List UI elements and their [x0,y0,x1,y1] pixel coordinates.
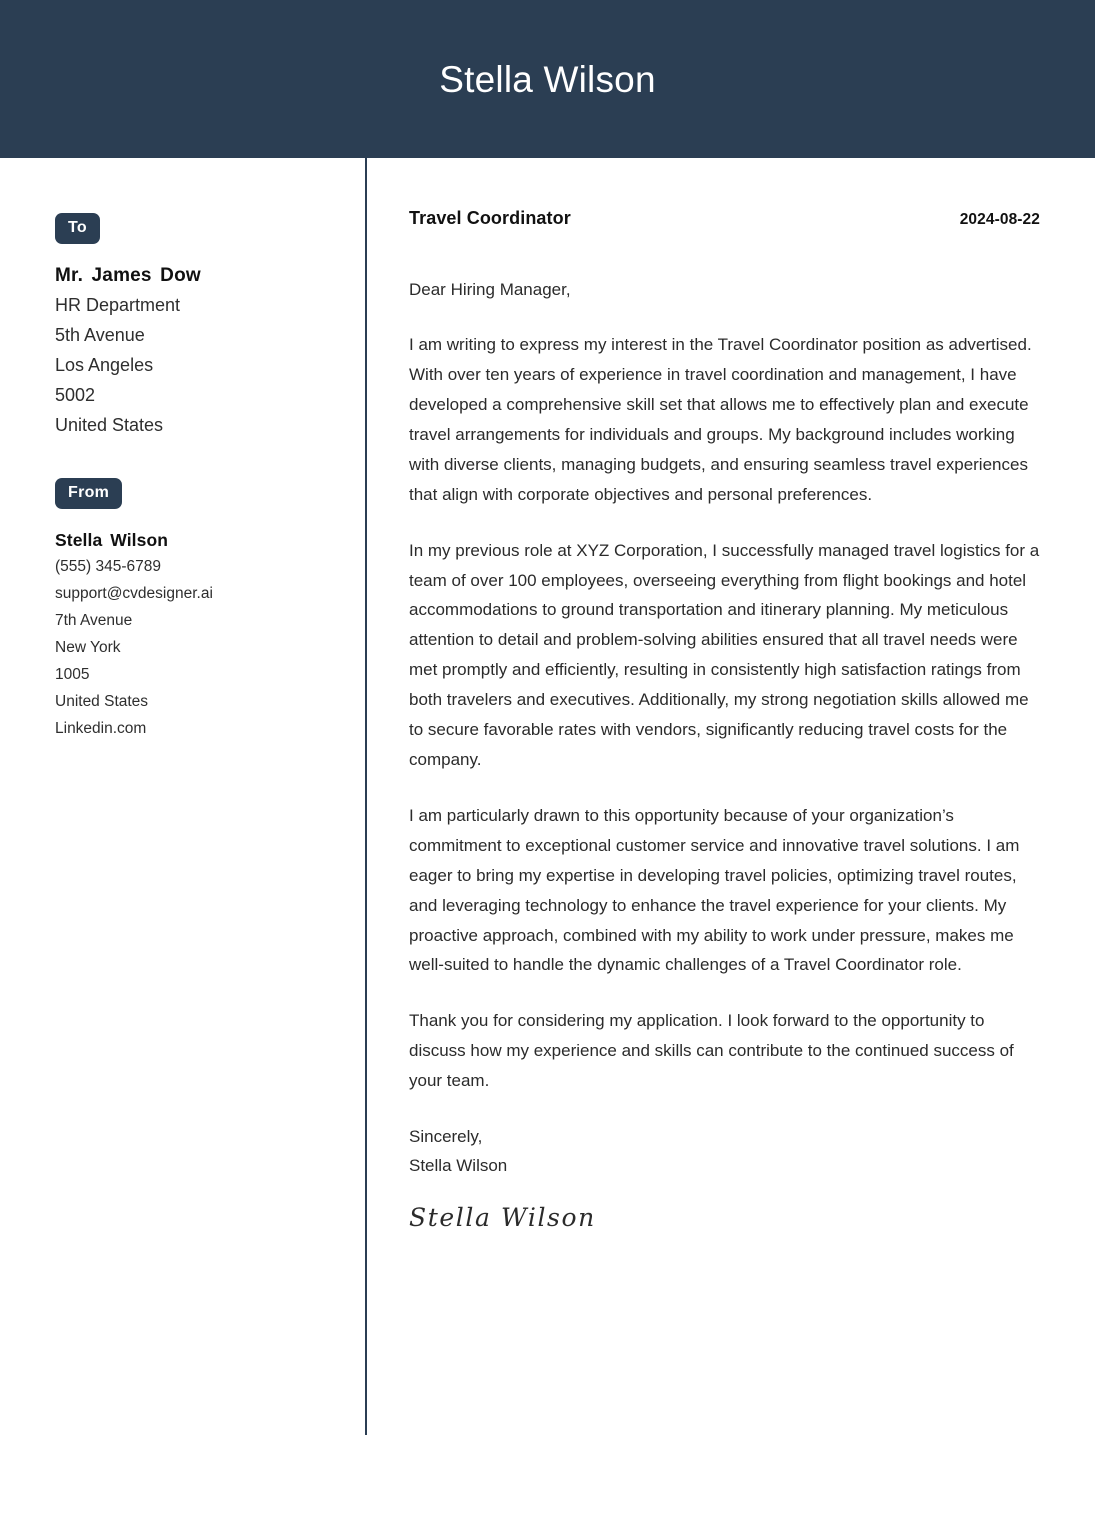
sender-phone: (555) 345-6789 [55,558,161,576]
recipient-line: United States [55,414,164,435]
document-body [0,158,1095,1536]
sender-line: 1005 [55,666,90,684]
contact-sidebar [0,158,365,743]
letter-paragraph: I am writing to express my interest in the Travel Coordinator position as advertised. With over ten years of experience in travel coordination and management, I have developed a comprehensive skill set that allows me to effectively plan and execute travel arrangements for individuals and groups. My background includes working with diverse clients, managing budgets, and ensuring seamless travel experiences that align with corporate objectives and personal preferences. [409,335,1032,504]
recipient-line: 5th Avenue [55,324,145,345]
sender-address-block [55,526,365,743]
sender-line: New York [55,639,121,657]
to-badge: To [55,213,100,244]
recipient-name: Mr. James Dow [55,265,201,286]
recipient-line: HR Department [55,295,181,316]
document-header-band [0,0,1095,158]
closing-block [409,1122,1040,1180]
sender-line: 7th Avenue [55,612,133,630]
job-title: Travel Coordinator [409,208,571,228]
closing-name: Stella Wilson [409,1156,508,1176]
recipient-line: Los Angeles [55,354,154,375]
signature: Stella Wilson [409,1202,596,1232]
recipient-section [55,213,365,440]
sender-name: Stella Wilson [55,530,169,551]
from-badge: From [55,478,122,509]
letter-header-row [409,208,1040,229]
letter-date: 2024-08-22 [959,211,1040,228]
recipient-line: 5002 [55,384,96,405]
sender-line: United States [55,693,149,711]
sender-section [55,478,365,743]
closing-salutation: Sincerely, [409,1127,483,1147]
letter-paragraph: I am particularly drawn to this opportunity because of your organization’s commitment to exceptional customer service and innovative travel solutions. I am eager to bring my expertise in developing travel policies, optimizing travel routes, and leveraging technology to enhance the travel experience for your clients. My proactive approach, combined with my ability to work under pressure, makes me well-suited to handle the dynamic challenges of a Travel Coordinator role. [409,805,1020,975]
applicant-name-title: Stella Wilson [439,58,656,100]
letter-paragraph: Thank you for considering my application. I look forward to the opportunity to discuss how my experience and skills can contribute to the continued success of your team. [409,1011,1014,1091]
sender-email: support@cvdesigner.ai [55,585,213,603]
sender-website: Linkedin.com [55,720,147,738]
recipient-address-block [55,261,365,440]
salutation: Dear Hiring Manager, [409,280,571,299]
letter-paragraph: In my previous role at XYZ Corporation, I successfully managed travel logistics for a team of over 100 employees, overseeing everything from flight bookings and hotel accommodations to ground transportation and itinerary planning. My meticulous attention to detail and problem-solving abilities ensured that all travel needs were met promptly and efficiently, resulting in consistently high satisfaction ratings from both travelers and executives. Additionally, my strong negotiation skills allowed me to secure favorable rates with vendors, significantly reducing travel costs for the company. [409,540,1040,770]
letter-content [365,158,1095,1233]
